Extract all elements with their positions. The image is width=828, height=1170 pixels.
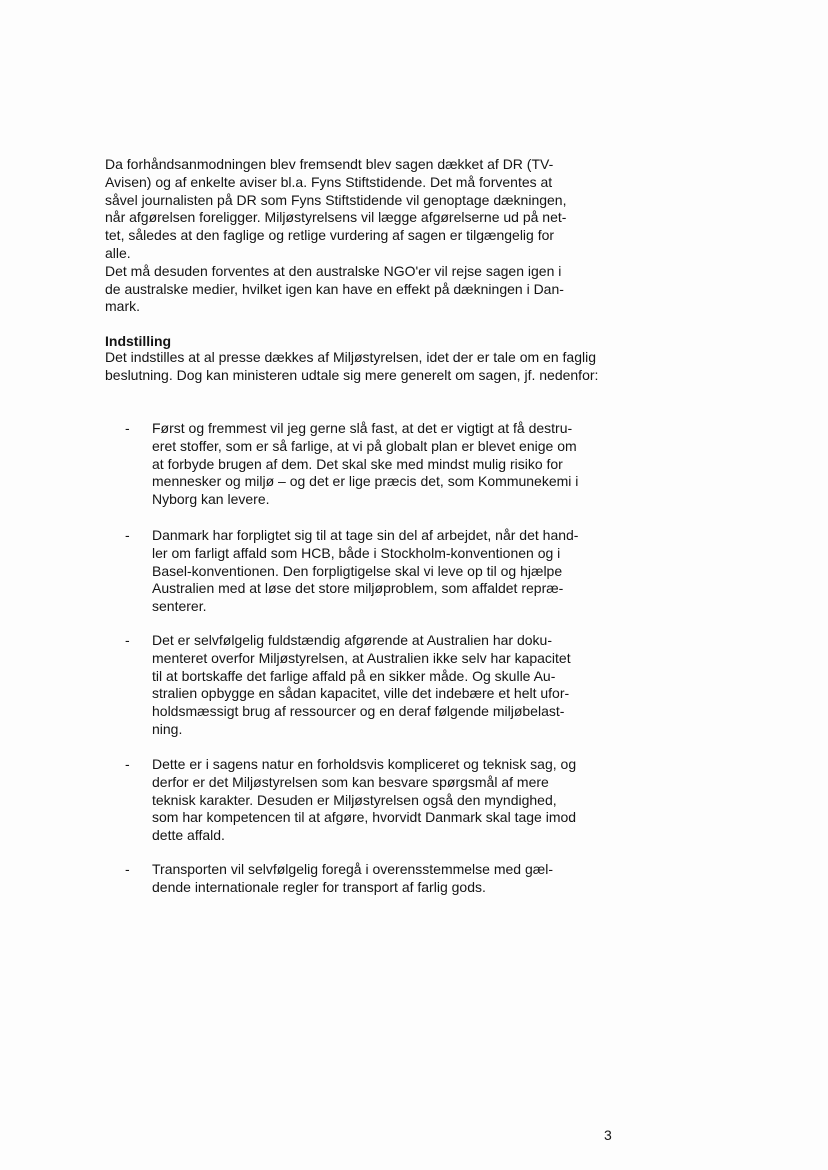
text-line: nedenfor: (539, 366, 599, 383)
text-line: Det må desuden forventes at den australske NGO'er vil rejse sagen igen i (105, 262, 562, 279)
bullet-dash: - (125, 632, 130, 648)
text-line: når afgørelsen foreligger. Miljøstyrelsens vil lægge afgørelserne ud på net- (105, 209, 567, 226)
text-line: stralien opbygge en sådan kapacitet, ville det indebære et helt ufor- (152, 685, 570, 702)
text-line: de australske medier, hvilket igen kan have en effekt på dækningen i Dan- (105, 280, 564, 297)
text-line: ler om farligt affald som HCB, både i Stockholm-konventionen og i (152, 544, 561, 561)
text-line: såvel journalisten på DR som Fyns Stiftstidende vil genoptage dækningen, (105, 191, 567, 208)
text-line: alle. (105, 244, 131, 261)
section-heading: Indstilling (105, 333, 172, 349)
text-line: senterer. (152, 598, 207, 615)
text-line: Nyborg kan levere. (152, 491, 270, 508)
text-line: derfor er det Miljøstyrelsen som kan besvare spørgsmål af mere (152, 773, 549, 790)
bullet-text (152, 420, 632, 509)
text-line: tet, således at den faglige og retlige vurdering af sagen er tilgængelig for (105, 227, 555, 244)
text-line: Dette er i sagens natur en forholdsvis kompliceret og teknisk sag, og (152, 756, 577, 772)
text-line: at forbyde brugen af dem. Det skal ske med mindst mulig risiko for (152, 455, 563, 472)
text-line: Transporten vil selvfølgelig foregå i overensstemmelse med gæl- (152, 861, 553, 877)
text-line: Australien med at løse det store miljøproblem, som affaldet repræ- (152, 580, 564, 597)
bullet-dash: - (125, 861, 130, 877)
text-line: mark. (105, 298, 140, 315)
text-line: Det er selvfølgelig fuldstændig afgørende at Australien har doku- (152, 632, 552, 648)
text-line: som har kompetencen til at afgøre, hvorvidt Danmark skal tage imod (152, 809, 577, 826)
bullet-dash: - (125, 756, 130, 772)
bullet-text (152, 756, 632, 845)
text-line: til at bortskaffe det farlige affald på en sikker måde. Og skulle Au- (152, 667, 556, 684)
text-line: menteret overfor Miljøstyrelsen, at Australien ikke selv har kapacitet (152, 649, 571, 666)
bullet-text (152, 527, 632, 616)
text-line: holdsmæssigt brug af ressourcer og en deraf følgende miljøbelast- (152, 703, 565, 720)
text-line: Det indstilles at al presse dækkes af Miljøstyrelsen, idet der er tale om en (105, 349, 559, 365)
bullet-text (152, 861, 632, 897)
text-line: Først og fremmest vil jeg gerne slå fast, at det er vigtigt at få destru- (152, 420, 573, 436)
text-line: dende internationale regler for transport af farlig gods. (152, 878, 486, 895)
text-line: Danmark har forpligtet sig til at tage sin del af arbejdet, når det hand- (152, 527, 579, 543)
page-number: 3 (604, 1127, 612, 1143)
text-line: faglig beslutning. Dog kan ministeren udtale sig mere generelt om sagen, jf. (105, 349, 596, 383)
bullet-dash: - (125, 527, 130, 543)
text-line: Basel-konventionen. Den forpligtigelse skal vi leve op til og hjælpe (152, 562, 563, 579)
intro-paragraph (105, 156, 625, 316)
text-line: Da forhåndsanmodningen blev fremsendt blev sagen dækket af DR (TV- (105, 156, 554, 172)
text-line: ning. (152, 720, 183, 737)
text-line: Avisen) og af enkelte aviser bl.a. Fyns Stiftstidende. Det må forventes at (105, 173, 553, 190)
text-line: eret stoffer, som er så farlige, at vi på globalt plan er blevet enige om (152, 437, 577, 454)
bullet-dash: - (125, 420, 130, 436)
text-line: teknisk karakter. Desuden er Miljøstyrelsen også den myndighed, (152, 791, 557, 808)
text-line: mennesker og miljø – og det er lige præcis det, som Kommunekemi i (152, 473, 579, 490)
text-line: dette affald. (152, 827, 225, 844)
recommendation-paragraph (105, 349, 625, 385)
bullet-text (152, 632, 632, 739)
